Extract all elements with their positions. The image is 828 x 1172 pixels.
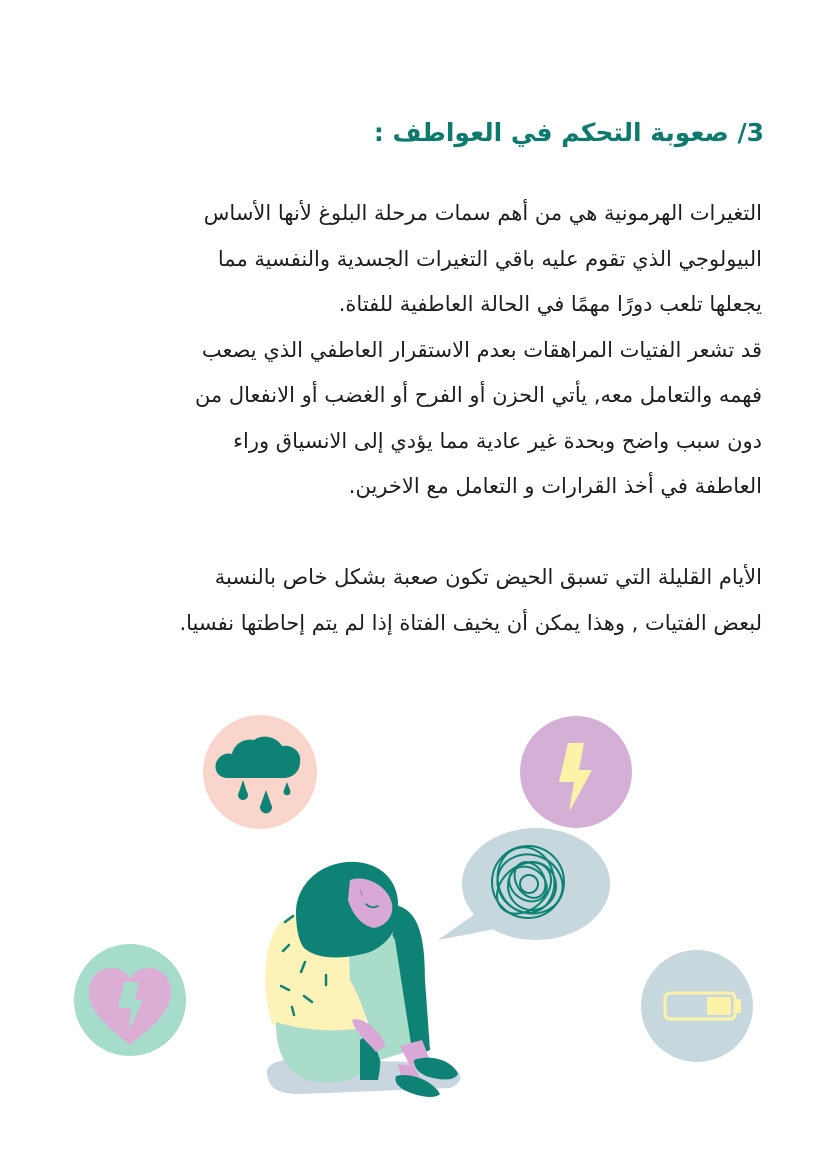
- text-line: الأيام القليلة التي تسبق الحيض تكون صعبة بشكل خاص بالنسبة: [214, 565, 762, 589]
- text-line: قد تشعر الفتيات المراهقات بعدم الاستقرار العاطفي الذي يصعب: [201, 337, 762, 362]
- tangled-thoughts-speech-bubble: [438, 828, 610, 940]
- sad-girl-illustration: [265, 862, 460, 1097]
- text-line: دون سبب واضح وبحدة غير عادية مما يؤدي إلى الانسياق وراء: [233, 428, 762, 453]
- text-line: التغيرات الهرمونية هي من أهم سمات مرحلة البلوغ لأنها الأساس: [203, 201, 762, 225]
- paragraph-hormonal-changes: [62, 191, 762, 510]
- broken-heart-icon: [74, 944, 186, 1056]
- text-line: فهمه والتعامل معه, يأتي الحزن أو الفرح أو الغضب أو الانفعال من: [194, 383, 762, 407]
- lightning-bolt-icon: [520, 716, 632, 828]
- section-heading: 3/ صعوبة التحكم في العواطف :: [373, 118, 764, 147]
- low-battery-icon: [641, 950, 753, 1062]
- text-line: يجعلها تلعب دورًا مهمًا في الحالة العاطفية للفتاة.: [338, 292, 762, 316]
- emotions-illustration: [0, 690, 828, 1150]
- paragraph-premenstrual-days: [62, 555, 762, 646]
- text-line: العاطفة في أخذ القرارات و التعامل مع الاخرين.: [348, 474, 762, 498]
- text-line: البيولوجي الذي تقوم عليه باقي التغيرات الجسدية والنفسية مما: [217, 246, 762, 271]
- rain-cloud-icon: [203, 715, 317, 829]
- text-line: لبعض الفتيات , وهذا يمكن أن يخيف الفتاة إذا لم يتم إحاطتها نفسيا.: [179, 610, 762, 635]
